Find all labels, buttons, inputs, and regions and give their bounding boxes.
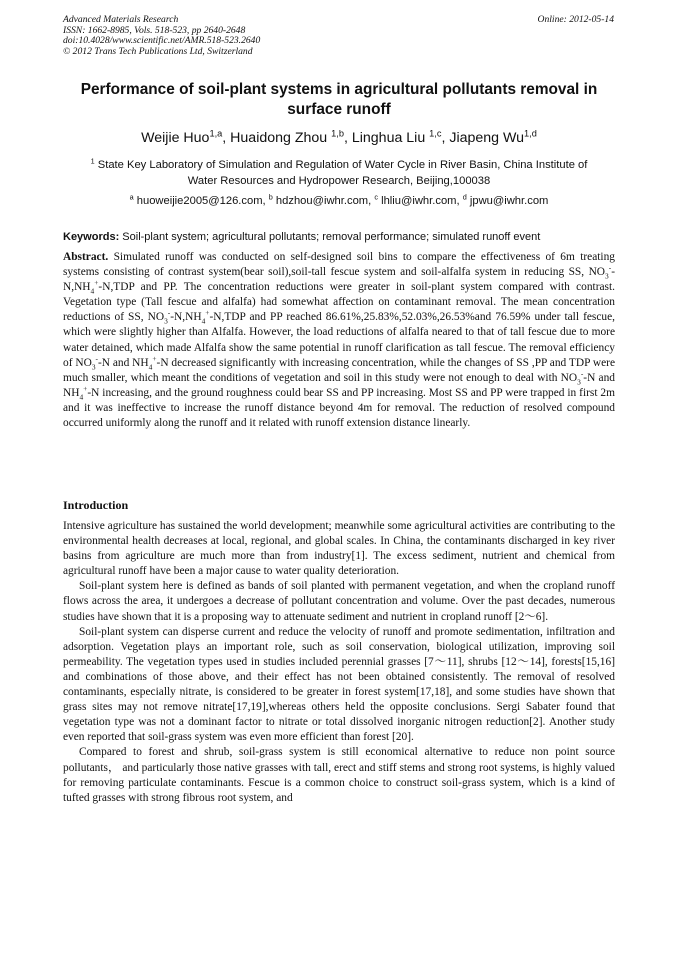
online-date: Online: 2012-05-14	[537, 14, 614, 25]
author-name: , Huaidong Zhou	[222, 130, 332, 146]
abstract-text: -N and NH	[97, 356, 149, 369]
abstract-paragraph	[63, 250, 615, 431]
abstract-text: -N,TDP and PP. The concentration reductions were greater in soil-plant system compared with contrast. Vegetation type (Tall fescue and alfalfa) had somewhat affection on contaminant removal. The mean concentration reductions of SS, NO	[63, 281, 615, 324]
author-name: Weijie Huo	[141, 130, 210, 146]
author-name: , Linghua Liu	[343, 130, 430, 146]
subscript: 4	[201, 316, 206, 326]
keywords-label: Keywords:	[63, 231, 120, 243]
introduction-body	[63, 519, 615, 806]
subscript: 3	[91, 361, 96, 371]
author-affil-mark: 1,c	[429, 128, 442, 139]
abstract-text: -N decreased significantly with increasing concentration, while the changes of SS ,PP and TDP were much smaller, which meant the conditions of vegetation and soil in this study were not enough to deal with NO	[63, 356, 615, 384]
author-list	[63, 129, 615, 147]
author-affil-mark: 1,a	[209, 128, 223, 139]
intro-paragraph: Intensive agriculture has sustained the world development; meanwhile some agricultural activities are contributing to the environmental health decreases at local, regional, and global scales. In China, the contaminants discharged in key river basins from agriculture are much more than from industry[1]. The excess sediment, nutrient and chemical from agricultural runoff have been a major cause to water quality deterioration.	[63, 520, 615, 578]
subscript: 4	[148, 361, 153, 371]
affiliation	[63, 157, 615, 189]
abstract-label: Abstract.	[63, 251, 109, 263]
affil-mark: 1	[90, 156, 95, 166]
superscript: -	[608, 263, 612, 273]
superscript: +	[205, 308, 210, 318]
superscript: -	[167, 308, 171, 318]
issn-line: ISSN: 1662-8985, Vols. 518-523, pp 2640-2648	[63, 24, 246, 36]
subscript: 4	[79, 392, 84, 402]
abstract-text: -N,NH	[170, 311, 202, 324]
email-link[interactable]: jpwu@iwhr.com	[466, 195, 549, 207]
email-link[interactable]: lhliu@iwhr.com,	[377, 195, 463, 207]
keywords	[63, 230, 623, 245]
abstract-text: Simulated runoff was conducted on self-designed soil bins to compare the effectiveness of 6m treating systems consisting of contrast system(bear soil),soil-tall fescue system and soil-alfalfa system in reducing SS, NO	[63, 251, 615, 279]
title-line-2: surface runoff	[287, 101, 391, 118]
subscript: 3	[164, 316, 168, 326]
abstract-text: -N,NH	[63, 266, 615, 294]
subscript: 4	[90, 286, 95, 296]
abstract-text: -N,TDP and PP reached 86.61%,25.83%,52.03%,26.53%and 76.59% under tall fescue, which were slightly higher than Alfalfa. However, the load reductions of alfalfa neared to that of tall fescue due to more water detained, which made Alfalfa show the same potential in runoff clarification as tall fescue. The removal efficiency of NO	[63, 311, 616, 369]
abstract-text: -N increasing, and the ground roughness could bear SS and PP increasing. Most SS and PP were trapped in first 2m and it was ineffective to increase the runoff distance beyond 4m for removal. The reduction of resolved compound occurred uniformly along the runoff and it related with runoff extension distance linearly.	[63, 386, 615, 430]
email-link[interactable]: hdzhou@iwhr.com,	[272, 195, 375, 207]
journal-header	[63, 15, 260, 57]
author-name: , Jiapeng Wu	[441, 130, 525, 146]
superscript: +	[83, 384, 88, 394]
intro-paragraph: Compared to forest and shrub, soil-grass system is still economical alternative to reduce non point source pollutants， and particularly those native grasses with tall, erect and stiff stems and strong root systems, is highly valued for removing particulate contaminants. Fescue is a common choice to construct soil-grass system, which is a kind of tufted grasses with strong fibrous root system, and	[63, 746, 615, 804]
keywords-text: Soil-plant system; agricultural pollutants; removal performance; simulated runoff event	[119, 231, 541, 243]
affil-line-1: State Key Laboratory of Simulation and Regulation of Water Cycle in River Basin, China Institute of	[94, 159, 588, 171]
paper-title	[63, 80, 615, 120]
superscript: -	[580, 368, 584, 378]
title-line-1: Performance of soil-plant systems in agricultural pollutants removal in	[80, 81, 598, 98]
author-affil-mark: 1,b	[331, 128, 344, 139]
journal-name: Advanced Materials Research	[63, 14, 179, 25]
email-mark: d	[462, 192, 467, 202]
doi-line: doi:10.4028/www.scientific.net/AMR.518-523.2640	[63, 35, 261, 47]
email-mark: b	[268, 192, 273, 202]
subscript: 3	[605, 271, 609, 281]
section-heading-introduction: Introduction	[63, 498, 129, 512]
superscript: +	[152, 353, 157, 363]
email-link[interactable]: huoweijie2005@126.com,	[133, 195, 269, 207]
abstract-text: -N and NH	[63, 371, 615, 399]
affil-line-2: Water Resources and Hydropower Research, Beijing,100038	[187, 175, 491, 187]
author-affil-mark: 1,d	[524, 128, 537, 139]
email-mark: a	[129, 192, 134, 202]
intro-paragraph: Soil-plant system can disperse current and reduce the velocity of runoff and promote sedimentation, infiltration and adsorption. Vegetation plays an important role, such as soil conservation, biological utilization, improving soil permeability. The vegetation types used in studies included perennial grasses [7～11], shrubs [12～14], forests[15,16] and combinations of those above, and their effect has not been obtained consistently. The removal of resolved contaminants, especially nitrate, is considered to be greater in forest system[17,18], and some studies have shown that grass sites may not remove nitrate[17,19],whereas others held the opposite conclusions. Sergi Sabater found that vegetation type was not a dominant factor to nitrate or total dissolved inorganic nitrogen reduction[2]. Another study even reported that soil-grass system was even more efficient than forest [20].	[63, 625, 615, 744]
subscript: 3	[577, 377, 581, 387]
superscript: +	[94, 278, 99, 288]
superscript: -	[95, 353, 98, 363]
author-emails	[63, 193, 615, 209]
intro-paragraph: Soil-plant system here is defined as bands of soil planted with permanent vegetation, and when the cropland runoff flows across the area, it undergoes a decrease of pollutant concentration and volume. Over the past decades, numerous studies have shown that it is a proposing way to attenuate sediment and nutrient in cropland runoff [2～6].	[63, 580, 615, 623]
copyright-line: © 2012 Trans Tech Publications Ltd, Switzerland	[63, 45, 253, 57]
email-mark: c	[374, 192, 378, 202]
